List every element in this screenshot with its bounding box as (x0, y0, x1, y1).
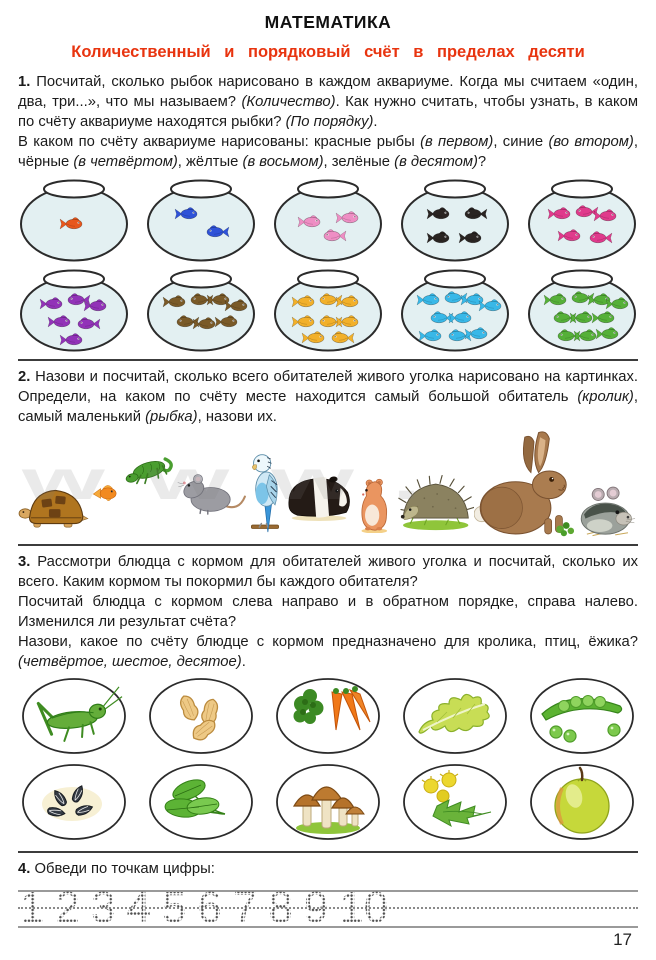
page-title: МАТЕМАТИКА (264, 12, 392, 32)
aquarium-bowl-red-fish (18, 176, 130, 262)
section-divider (18, 851, 638, 853)
turtle-image (18, 483, 90, 531)
aquarium-row-1 (18, 176, 638, 262)
trace-digit: 5 (161, 883, 187, 932)
trace-digit: 1 (20, 883, 45, 932)
aquarium-bowl-brown-fish (145, 266, 257, 352)
food-plate-peas (526, 674, 638, 758)
lizard-image (122, 448, 176, 489)
lesson-heading: Количественный и порядковый счёт в пределах десяти (71, 43, 585, 61)
trace-digit: 4 (126, 883, 151, 932)
task-3-text: 3. Рассмотри блюдца с кормом для обитателей живого уголка и посчитай, сколько их всего. Каким кормом ты покормил бы каждого обитателя? Посчитай блюдца с кормом слева направо и в обратном порядке, справа налево. Изменился ли результат счёта? Назови, какое по счёту блюдце с кормом предназначено для кролика, птиц, ёжика? (четвёртое, шестое, десятое). (18, 554, 638, 670)
food-plate-leaves (145, 760, 257, 844)
trace-digit: 3 (90, 883, 116, 932)
section-divider (18, 359, 638, 361)
section-divider (18, 544, 638, 546)
trace-digit: 9 (303, 883, 329, 932)
budgie-image (247, 449, 283, 535)
aquarium-bowl-light-blue-fish (399, 266, 511, 352)
aquarium-bowl-yellow-fish (272, 266, 384, 352)
aquarium-bowl-blue-fish (145, 176, 257, 262)
aquarium-bowl-crimson-fish (526, 176, 638, 262)
hedgehog-image (396, 474, 474, 531)
trace-digit: 2 (55, 883, 80, 932)
rabbit-image (474, 428, 574, 537)
aquarium-bowl-black-fish (399, 176, 511, 262)
trace-digit: 8 (268, 883, 293, 932)
food-plate-dandelions (399, 760, 511, 844)
trace-band (18, 883, 638, 932)
aquarium-bowl-pink-fish (272, 176, 384, 262)
guinea-pig-image (283, 468, 355, 521)
food-plate-apple (526, 760, 638, 844)
task-1-text: 1. Посчитай, сколько рыбок нарисовано в каждом аквариуме. Когда мы считаем «один, два, три...», что мы называем? (Количество). Как нужно считать, чтобы узнать, в каком по счёту аквариуме находятся рыбки? (По порядку). В каком по счёту аквариуме нарисованы: красные рыбы (в первом), синие (во втором), чёрные (в четвёртом), жёлтые (в восьмом), зелёные (в десятом)? (18, 74, 638, 170)
mouse-image (177, 467, 247, 515)
food-plate-leaf (399, 674, 511, 758)
food-plate-peanuts (145, 674, 257, 758)
food-plate-seeds (18, 760, 130, 844)
task-4-text: 4. Обведи по точкам цифры: (18, 861, 215, 877)
food-plate-carrots-greens (272, 674, 384, 758)
food-plate-grasshopper (18, 674, 130, 758)
watermark: www. (22, 448, 464, 511)
task-2-text: 2. Назови и посчитай, сколько всего обитателей живого уголка нарисовано на картинках. Определи, на каком по счёту месте находится самый большой обитатель (кролик), самый маленький (рыбка), назови их. (18, 369, 639, 425)
food-plates-row-2 (18, 760, 638, 844)
aquarium-bowl-green-fish (526, 266, 638, 352)
aquarium-bowl-purple-fish (18, 266, 130, 352)
trace-digit: 6 (197, 883, 222, 932)
food-plates-row-1 (18, 674, 638, 758)
page-number: 17 (613, 930, 632, 949)
trace-digit: 7 (232, 883, 258, 932)
animals-row (18, 427, 638, 537)
food-plate-mushrooms (272, 760, 384, 844)
trace-digit: 10 (339, 883, 389, 932)
trace-digits (20, 883, 388, 933)
chinchilla-image (574, 486, 638, 537)
goldfish-image (90, 480, 122, 507)
hamster-image (355, 476, 395, 533)
aquarium-row-2 (18, 266, 638, 352)
